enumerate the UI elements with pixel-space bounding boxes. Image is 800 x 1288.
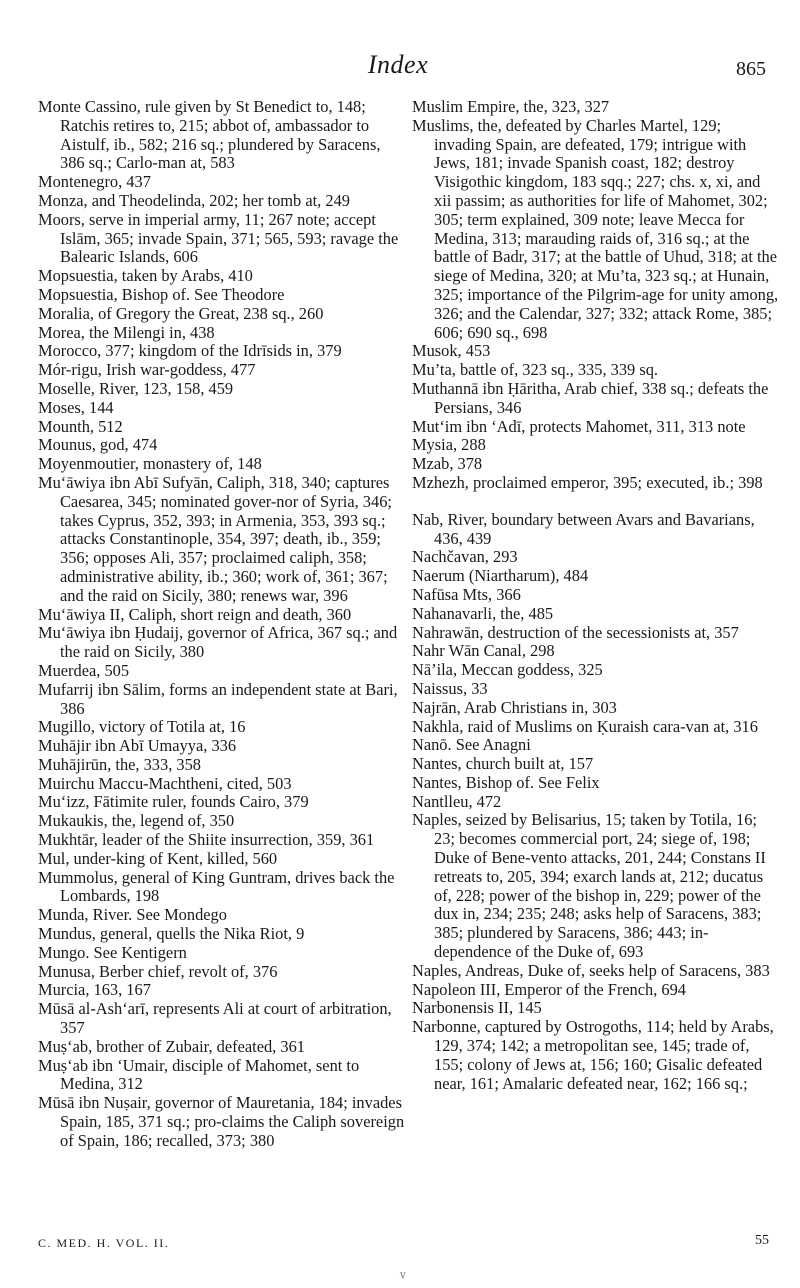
index-entry: Morocco, 377; kingdom of the Idrīsids in, 379: [38, 341, 342, 361]
index-entry: Najrān, Arab Christians in, 303: [412, 697, 617, 717]
index-entry: Mopsuestia, Bishop of. See Theodore: [38, 284, 285, 304]
index-entry: Nantlleu, 472: [412, 791, 502, 811]
index-column-left: [38, 98, 406, 1151]
index-entry: Mu‘izz, Fātimite ruler, founds Cairo, 379: [38, 792, 309, 812]
index-entry: Nachčavan, 293: [412, 547, 518, 567]
index-entry: Nafūsa Mts, 366: [412, 584, 521, 604]
index-entry: Mopsuestia, taken by Arabs, 410: [38, 266, 253, 286]
index-entry: Mzab, 378: [412, 454, 483, 474]
index-entry: Napoleon III, Emperor of the French, 694: [412, 979, 686, 999]
index-entry: Mufarrij ibn Sālim, forms an independent state at Bari, 386: [38, 679, 398, 718]
page-title: Index: [367, 50, 429, 79]
index-section-n: [412, 511, 780, 1094]
index-entry: Mungo. See Kentigern: [38, 942, 187, 962]
index-entry: Nantes, Bishop of. See Felix: [412, 772, 600, 792]
index-entry: Mu‘āwiya II, Caliph, short reign and death, 360: [38, 604, 352, 624]
index-entry: Nantes, church built at, 157: [412, 754, 594, 774]
index-entry: Mūsā ibn Nuṣair, governor of Mauretania, 184; invades Spain, 185, 371 sq.; pro-claims the Caliph sovereign of Spain, 186; recalled, 373; 380: [38, 1093, 405, 1150]
print-mark: v: [400, 1270, 406, 1281]
index-entry: Naissus, 33: [412, 678, 488, 698]
index-entry: Muhājir ibn Abī Umayya, 336: [38, 736, 237, 756]
index-entry: Naples, seized by Belisarius, 15; taken by Totila, 16; 23; becomes commercial port, 24; siege of, 198; Duke of Bene-vento attacks, 201, 244; Constans II retreats to, 205, 394; exarch lands at, 212; ducatus of, 228; power of the bishop in, 229; power of the dux in, 234; 235; 248; asks help of Saracens, 383; 385; plundered by Saracens, 386; 443; in-dependence of the Duke of, 693: [412, 810, 766, 962]
index-entry: Muhājirūn, the, 333, 358: [38, 754, 201, 774]
index-entry: Nahrawān, destruction of the secessionists at, 357: [412, 622, 739, 642]
index-entry: Mu‘āwiya ibn Ḥudaij, governor of Africa, 367 sq.; and the raid on Sicily, 380: [38, 623, 398, 662]
index-entry: Mummolus, general of King Guntram, drives back the Lombards, 198: [38, 867, 395, 906]
index-entry: Mzhezh, proclaimed emperor, 395; executed, ib.; 398: [412, 472, 763, 492]
signature-mark: C. MED. H. VOL. II.: [38, 1236, 170, 1250]
index-entry: Moses, 144: [38, 397, 114, 417]
page-header: [30, 46, 766, 82]
page-number: 865: [736, 58, 766, 80]
index-entry: Nakhla, raid of Muslims on Ḳuraish cara-van at, 316: [412, 716, 758, 736]
index-entry: Mu‘āwiya ibn Abī Sufyān, Caliph, 318, 340; captures Caesarea, 345; nominated gover-nor of Syria, 346; takes Cyprus, 352, 393; in Armenia, 353, 393 sq.; attacks Constantinople, 354, 397; death, ib., 359; 356; opposes Ali, 357; proclaimed caliph, 358; administrative ability, ib.; 360; work of, 361; 367; and the raid on Sicily, 380; renews war, 396: [38, 472, 392, 605]
sheet-number: 55: [755, 1233, 769, 1248]
index-entry: Nab, River, boundary between Avars and Bavarians, 436, 439: [412, 509, 755, 548]
index-entry: Mul, under-king of Kent, killed, 560: [38, 848, 278, 868]
index-entry: Naples, Andreas, Duke of, seeks help of Saracens, 383: [412, 960, 770, 980]
index-entry: Mór-rigu, Irish war-goddess, 477: [38, 360, 256, 380]
index-entry: Muirchu Maccu-Machtheni, cited, 503: [38, 773, 292, 793]
index-entry: Monza, and Theodelinda, 202; her tomb at, 249: [38, 190, 350, 210]
index-entry: Nā’ila, Meccan goddess, 325: [412, 660, 603, 680]
index-entry: Muṣ‘ab, brother of Zubair, defeated, 361: [38, 1036, 305, 1056]
index-entry: Mounus, god, 474: [38, 435, 158, 455]
index-section-m: [412, 98, 780, 493]
index-entry: Mukhtār, leader of the Shiite insurrection, 359, 361: [38, 830, 375, 850]
index-entry: Narbonensis II, 145: [412, 998, 542, 1018]
index-entry: Nanō. See Anagni: [412, 735, 531, 755]
index-entry: Naerum (Niartharum), 484: [412, 566, 589, 586]
index-entry: Munda, River. See Mondego: [38, 905, 227, 925]
index-entry: Moyenmoutier, monastery of, 148: [38, 454, 262, 474]
index-entry: Moralia, of Gregory the Great, 238 sq., 260: [38, 303, 324, 323]
index-entry: Moors, serve in imperial army, 11; 267 note; accept Islām, 365; invade Spain, 371; 565, 593; ravage the Balearic Islands, 606: [38, 209, 399, 267]
index-entry: Narbonne, captured by Ostrogoths, 114; held by Arabs, 129, 374; 142; a metropolitan see, 145; trade of, 155; colony of Jews at, 156; 160; Gisalic defeated near, 161; Amalaric defeated near, 162; 166 sq.;: [412, 1017, 774, 1093]
index-entry: Mundus, general, quells the Nika Riot, 9: [38, 924, 305, 944]
index-entry: Nahanavarli, the, 485: [412, 603, 554, 623]
index-column-right: [412, 98, 780, 1093]
index-entry: Morea, the Milengi in, 438: [38, 322, 215, 342]
index-entry: Munusa, Berber chief, revolt of, 376: [38, 961, 278, 981]
index-entry: Montenegro, 437: [38, 172, 151, 192]
index-entry: Muslims, the, defeated by Charles Martel, 129; invading Spain, are defeated, 179; intrigue with Jews, 181; invade Spanish coast, 182; destroy Visigothic kingdom, 183 sqq.; 227; chs. x, xi, and xii passim; as authorities for life of Mahomet, 302; 305; term explained, 309 note; leave Mecca for Medina, 313; marauding raids of, 316 sq.; at the battle of Badr, 317; at the battle of Uhud, 318; at the siege of Medina, 320; at Mu’ta, 323 sq.; at Hunain, 325; importance of the Pilgrim-age for unity among, 326; and the Calendar, 327; 332; attack Rome, 385; 606; 690 sq., 698: [412, 115, 779, 342]
index-entry: Murcia, 163, 167: [38, 980, 151, 1000]
index-entry: Muerdea, 505: [38, 660, 130, 680]
index-entry: Mūsā al-Ash‘arī, represents Ali at court of arbitration, 357: [38, 999, 392, 1038]
index-entry: Mugillo, victory of Totila at, 16: [38, 717, 246, 737]
index-entry: Muṣ‘ab ibn ‘Umair, disciple of Mahomet, sent to Medina, 312: [38, 1055, 360, 1094]
index-entry: Nahr Wān Canal, 298: [412, 641, 555, 661]
index-entry: Mukaukis, the, legend of, 350: [38, 811, 235, 831]
index-entry: Muthannā ibn Ḥāritha, Arab chief, 338 sq.; defeats the Persians, 346: [412, 378, 769, 417]
index-entry: Mounth, 512: [38, 416, 123, 436]
index-entry: Muslim Empire, the, 323, 327: [412, 97, 610, 116]
index-entry: Mysia, 288: [412, 435, 486, 455]
index-entry: Mu’ta, battle of, 323 sq., 335, 339 sq.: [412, 360, 658, 380]
index-entry: Mut‘im ibn ‘Adī, protects Mahomet, 311, 313 note: [412, 416, 746, 436]
index-entry: Moselle, River, 123, 158, 459: [38, 378, 234, 398]
index-entry: Musok, 453: [412, 341, 491, 361]
section-gap: [412, 493, 780, 511]
index-entry: Monte Cassino, rule given by St Benedict to, 148; Ratchis retires to, 215; abbot of, ambassador to Aistulf, ib., 582; 216 sq.; plundered by Saracens, 386 sq.; Carlo-man at, 583: [38, 97, 381, 173]
